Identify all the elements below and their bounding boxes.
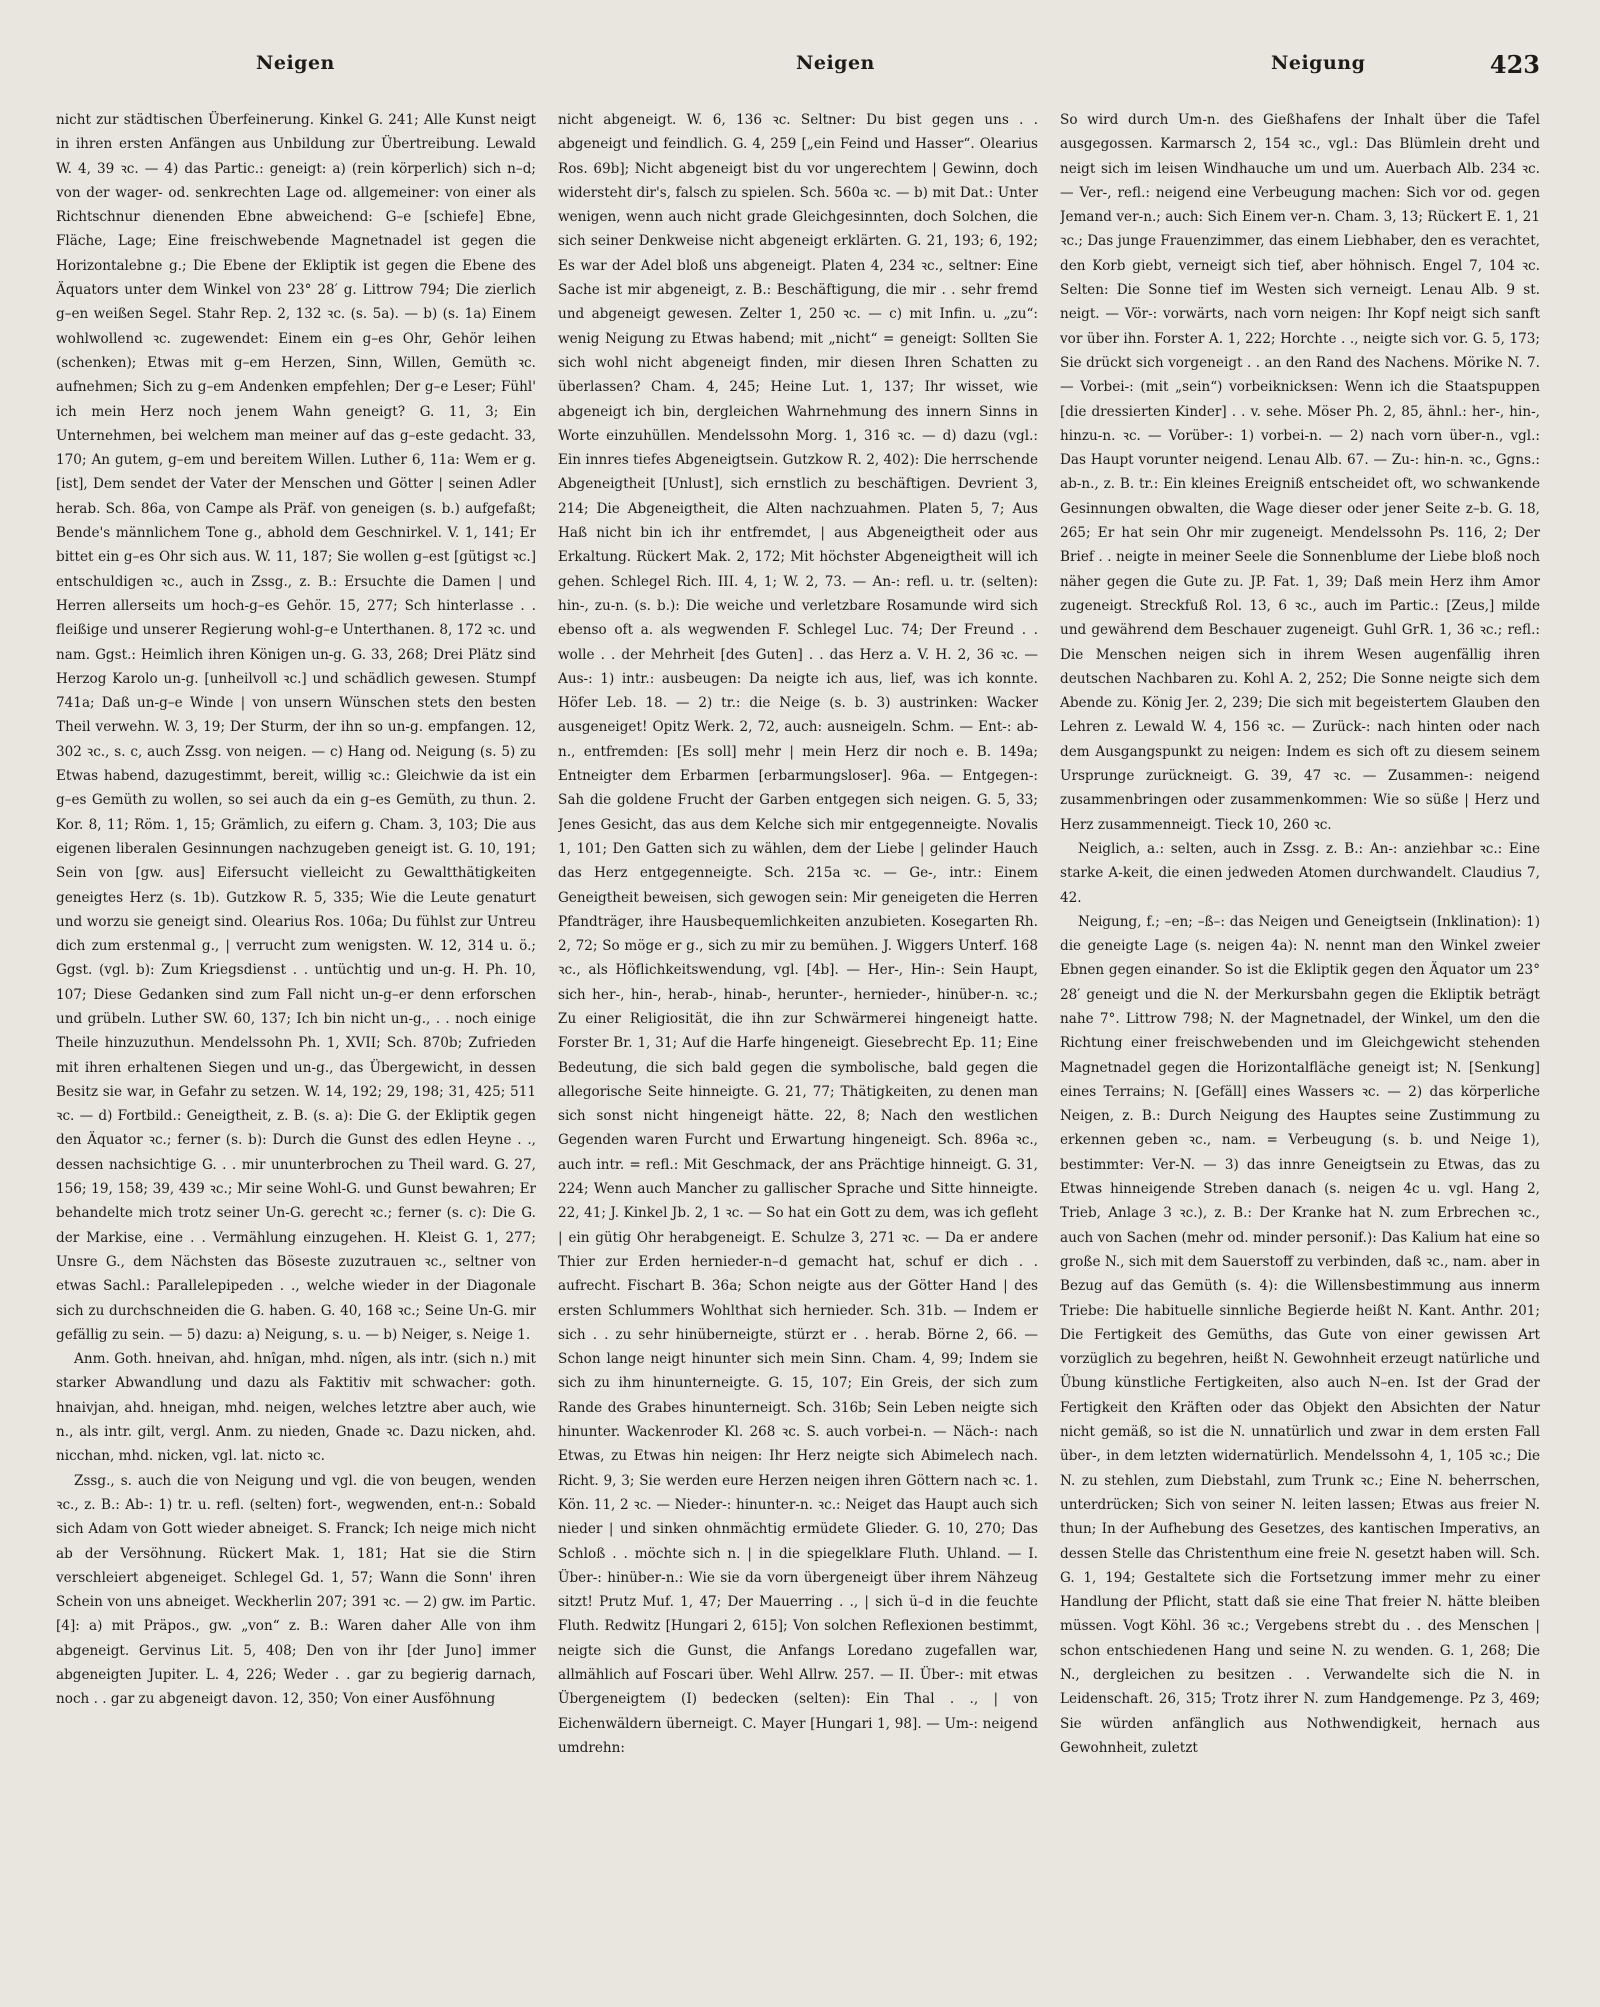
column-right: [1060, 108, 1540, 1988]
paragraph: nicht zur städtischen Überfeinerung. Kinkel G. 241; Alle Kunst neigt in ihren ersten Anfängen aus Unbildung zur Übertreibung. Lewald W. 4, 39 ꝛc. — 4) das Partic.: geneigt: a) (rein körperlich) sich n–d; von der wager- od. senkrechten Lage od. allgemeiner: von einer als Richtschnur dienenden Ebne abweichend: G–e [schiefe] Ebne, Fläche, Lage; Eine freischwebende Magnetnadel ist gegen die Horizontalebne g.; Die Ebene der Ekliptik ist gegen die Ebene des Äquators unter dem Winkel von 23° 28′ g. Littrow 794; Die zierlich g–en weißen Segel. Stahr Rep. 2, 132 ꝛc. (s. 5a). — b) (s. 1a) Einem wohlwollend ꝛc. zugewendet: Einem ein g–es Ohr, Gehör leihen (schenken); Etwas mit g–em Herzen, Sinn, Willen, Gemüth ꝛc. aufnehmen; Sich zu g–em Andenken empfehlen; Der g–e Leser; Fühl' ich mein Herz noch jenem Wahn geneigt? G. 11, 3; Ein Unternehmen, bei welchem man meiner auf das g–este gedacht. 33, 170; An gutem, g–em und bereitem Willen. Luther 6, 11a: Wem er g. [ist], Dem sendet der Vater der Menschen und Götter | seinen Adler herab. Sch. 86a, von Campe als Präf. von geneigen (s. b.) aufgefaßt; Bende's männlichem Tone g., abhold dem Geschnirkel. V. 1, 141; Er bittet ein g–es Ohr sich aus. W. 11, 187; Sie wollen g–est [gütigst ꝛc.] entschuldigen ꝛc., auch in Zssg., z. B.: Ersuchte die Damen | und Herren allerseits um hoch-g–es Gehör. 15, 277; Sch hinterlasse . . fleißige und unserer Regierung wohl-g–e Unterthanen. 8, 172 ꝛc. und nam. Ggst.: Heimlich ihren Königen un-g. G. 33, 268; Drei Plätz sind Herzog Karolo un-g. [unheilvoll ꝛc.] und schädlich gewesen. Stumpf 741a; Daß un-g–e Winde | von unsern Wünschen stets den besten Theil verwehn. W. 3, 19; Der Sturm, der ihn so un-g. empfangen. 12, 302 ꝛc., s. c, auch Zssg. von neigen. — c) Hang od. Neigung (s. 5) zu Etwas habend, dazugestimmt, bereit, willig ꝛc.: Gleichwie da ist ein g–es Gemüth zu wollen, so sei auch da ein g–es Gemüth, zu thun. 2. Kor. 8, 11; Röm. 1, 15; Grämlich, zu eifern g. Cham. 3, 103; Die aus eigenen liberalen Gesinnungen nachzugeben geneigt ist. G. 10, 191; Sein von [gw. aus] Eifersucht vielleicht zu Gewaltthätigkeiten geneigtes Herz (s. 1b). Gutzkow R. 5, 335; Wie die Leute genaturt und worzu sie geneigt sind. Olearius Ros. 106a; Du fühlst zur Untreu dich zum erstenmal g., | verrucht zum wenigsten. W. 12, 314 u. ö.; Ggst. (vgl. b): Zum Kriegsdienst . . untüchtig und un-g. H. Ph. 10, 107; Diese Gedanken sind zum Fall nicht un-g–er denn erforschen und grübeln. Luther SW. 60, 137; Ich bin nicht un-g., . . noch einige Theile hinzuzuthun. Mendelssohn Ph. 1, XVII; Sch. 870b; Zufrieden mit ihren erhaltenen Siegen und un-g., das Übergewicht, in dessen Besitz sie war, in Gefahr zu setzen. W. 14, 192; 29, 198; 31, 425; 511 ꝛc. — d) Fortbild.: Geneigtheit, z. B. (s. a): Die G. der Ekliptik gegen den Äquator ꝛc.; ferner (s. b): Durch die Gunst des edlen Heyne . ., dessen nachsichtige G. . . mir ununterbrochen zu Theil ward. G. 27, 156; 19, 158; 39, 439 ꝛc.; Mir seine Wohl-G. und Gunst bewahren; Er behandelte mich trotz seiner Un-G. gerecht ꝛc.; ferner (s. c): Die G. der Markise, eine . . Vermählung einzugehen. H. Kleist G. 1, 277; Unsre G., dem Nächsten das Böseste zuzutrauen ꝛc., seltner von etwas Sachl.: Parallelepipeden . ., welche wieder in der Diagonale sich zu durchschneiden die G. haben. G. 40, 168 ꝛc.; Seine Un-G. mir gefällig zu sein. — 5) dazu: a) Neigung, s. u. — b) Neiger, s. Neige 1.: [56, 112, 536, 1343]
column-center: [558, 108, 1038, 1988]
paragraph: Neiglich, a.: selten, auch in Zssg. z. B.: An-: anziehbar ꝛc.: Eine starke A-keit, die einen jedweden Atomen durchwandelt. Claudius 7, 42.: [1060, 840, 1540, 906]
left-headword: Neigen: [256, 52, 335, 74]
text-columns: [56, 108, 1540, 1988]
paragraph: nicht abgeneigt. W. 6, 136 ꝛc. Seltner: Du bist gegen uns . . abgeneigt und feindlich. G. 4, 259 [„ein Feind und Hasser“. Olearius Ros. 69b]; Nicht abgeneigt bist du vor ungerechtem | Gewinn, doch widersteht dir's, falsch zu spielen. Sch. 560a ꝛc. — b) mit Dat.: Unter wenigen, wenn auch nicht grade Gleichgesinnten, doch Solchen, die sich seiner Denkweise nicht abgeneigt erklärten. G. 21, 193; 6, 192; Es war der Adel bloß uns abgeneigt. Platen 4, 234 ꝛc., seltner: Eine Sache ist mir abgeneigt, z. B.: Beschäftigung, die mir . . sehr fremd und abgeneigt gewesen. Zelter 1, 250 ꝛc. — c) mit Infin. u. „zu“: wenig Neigung zu Etwas habend; mit „nicht“ = geneigt: Sollten Sie sich wohl nicht abgeneigt finden, mir diesen Ihren Schatten zu überlassen? Cham. 4, 245; Heine Lut. 1, 137; Ihr wisset, wie abgeneigt ich bin, dergleichen Wahrnehmung des innern Sinns in Worte einzuhüllen. Mendelssohn Morg. 1, 316 ꝛc. — d) dazu (vgl.: Ein innres tiefes Abgeneigtsein. Gutzkow R. 2, 402): Die herrschende Abgeneigtheit [Unlust], sich ernstlich zu beschäftigen. Devrient 3, 214; Die Abgeneigtheit, die Alten nachzuahmen. Platen 5, 7; Aus Haß nicht bin ich ihr entfremdet, | aus Abgeneigtheit oder aus Erkaltung. Rückert Mak. 2, 172; Mit höchster Abgeneigtheit will ich gehen. Schlegel Rich. III. 4, 1; W. 2, 73. — An-: refl. u. tr. (selten): hin-, zu-n. (s. b.): Die weiche und verletzbare Rosamunde wird sich ebenso oft a. als wegwenden F. Schlegel Luc. 74; Der Freund . . wolle . . der Mehrheit [des Guten] . . das Herz a. V. H. 2, 36 ꝛc. — Aus-: 1) intr.: ausbeugen: Da neigte ich aus, lief, was ich konnte. Höfer Leb. 18. — 2) tr.: die Neige (s. b. 3) austrinken: Wacker ausgeneiget! Opitz Werk. 2, 72, auch: ausneigeln. Schm. — Ent-: ab-n., entfremden: [Es soll] mehr | mein Herz dir noch e. B. 149a; Entneigter dem Erbarmen [erbarmungsloser]. 96a. — Entgegen-: Sah die goldene Frucht der Garben entgegen sich neigen. G. 5, 33; Jenes Gesicht, das aus dem Kelche sich mir entgegenneigte. Novalis 1, 101; Den Gatten sich zu wählen, dem der Liebe | gelinder Hauch das Herz entgegenneigte. Sch. 215a ꝛc. — Ge-, intr.: Einem Geneigtheit beweisen, sich gewogen sein: Mir geneigeten die Herren Pfandträger, ihre Hausbequemlichkeiten anzubieten. Kosegarten Rh. 2, 72; So möge er g., sich zu mir zu bemühen. J. Wiggers Unterf. 168 ꝛc., als Höflichkeitswendung, vgl. [4b]. — Her-, Hin-: Sein Haupt, sich her-, hin-, herab-, hinab-, herunter-, hernieder-, hinüber-n. ꝛc.; Zu einer Religiosität, die ihn zur Schwärmerei hingeneigt hatte. Forster Br. 1, 31; Auf die Harfe hingeneigt. Giesebrecht Ep. 11; Eine Bedeutung, die sich bald gegen die symbolische, bald gegen die allegorische Seite hinneigte. G. 21, 77; Thätigkeiten, zu denen man sich sonst nicht hingeneigt hätte. 22, 8; Nach den westlichen Gegenden waren Furcht und Erwartung hingeneigt. Sch. 896a ꝛc., auch intr. = refl.: Mit Geschmack, der ans Prächtige hinneigt. G. 31, 224; Wenn auch Mancher zu gallischer Sprache und Sitte hinneigte. 22, 41; J. Kinkel Jb. 2, 1 ꝛc. — So hat ein Gott zu dem, was ich gefleht | ein gütig Ohr herabgeneigt. E. Schulze 3, 271 ꝛc. — Da er andere Thier zur Erden hernieder-n–d gemacht hat, schuf er dich . . aufrecht. Fischart B. 36a; Schon neigte aus der Götter Hand | des ersten Schlummers Wohlthat sich hernieder. Sch. 31b. — Indem er sich . . zu sehr hinüberneigte, stürzt er . . herab. Börne 2, 66. — Schon lange neigt hinunter sich mein Sinn. Cham. 4, 99; Indem sie sich zu ihm hinunterneigte. G. 15, 107; Ein Greis, der sich zum Rande des Grabes hinunterneigt. Sch. 316b; Sein Leben neigte sich hinunter. Wackenroder Kl. 268 ꝛc. S. auch vorbei-n. — Näch-: nach Etwas, zu Etwas hin neigen: Ihr Herz neigte sich Abimelech nach. Richt. 9, 3; Sie werden eure Herzen neigen ihren Göttern nach ꝛc. 1. Kön. 11, 2 ꝛc. — Nieder-: hinunter-n. ꝛc.: Neiget das Haupt auch sich nieder | und sinken ohnmächtig ermüdete Glieder. G. 10, 270; Das Schloß . . möchte sich n. | in die spiegelklare Fluth. Uhland. — I. Über-: hinüber-n.: Wie sie da vorn übergeneigt über ihrem Nähzeug sitzt! Prutz Muf. 1, 47; Der Mauerring . ., | sich ü–d in die feuchte Fluth. Redwitz [Hungari 2, 615]; Von solchen Reflexionen bestimmt, neigte sich die Gunst, die Anfangs Loredano zugefallen war, allmählich auf Foscari über. Wehl Allrw. 257. — II. Über-: mit etwas Übergeneigtem (I) bedecken (selten): Ein Thal . ., | von Eichenwäldern überneigt. C. Mayer [Hungari 1, 98]. — Um-: neigend umdrehn:: [558, 112, 1038, 1756]
column-left: [56, 108, 536, 1988]
page-number: 423: [1489, 50, 1540, 79]
paragraph: Anm. Goth. hneivan, ahd. hnîgan, mhd. nîgen, als intr. (sich n.) mit starker Abwandlung und dazu als Faktitiv mit schwacher: goth. hnaivjan, ahd. hneigan, mhd. neigen, welches letztre aber auch, wie n., als intr. gilt, vergl. Anm. zu nieden, Gnade ꝛc. Dazu nicken, ahd. nicchan, mhd. nicken, vgl. lat. nicto ꝛc.: [56, 1351, 536, 1465]
paragraph: Zssg., s. auch die von Neigung und vgl. die von beugen, wenden ꝛc., z. B.: Ab-: 1) tr. u. refl. (selten) fort-, wegwenden, ent-n.: Sobald sich Adam von Gott wieder abneiget. S. Franck; Ich neige mich nicht ab der Versöhnung. Rückert Mak. 1, 181; Hat sie die Stirn verschleiert abgeneiget. Schlegel Gd. 1, 57; Wann die Sonn' ihren Schein von uns abneiget. Weckherlin 207; 391 ꝛc. — 2) gw. im Partic. [4]: a) mit Präpos., gw. „von“ z. B.: Waren daher Alle von ihm abgeneigt. Gervinus Lit. 5, 408; Den von ihr [der Juno] immer abgeneigten Jupiter. L. 4, 226; Weder . . gar zu begierig darnach, noch . . gar zu abgeneigt davon. 12, 350; Von einer Ausföhnung: [56, 1472, 536, 1708]
page-header: [56, 52, 1540, 88]
paragraph: So wird durch Um-n. des Gießhafens der Inhalt über die Tafel ausgegossen. Karmarsch 2, 154 ꝛc., vgl.: Das Blümlein dreht und neigt sich im leisen Windhauche um und um. Auerbach Alb. 234 ꝛc. — Ver-, refl.: neigend eine Verbeugung machen: Sich vor od. gegen Jemand ver-n.; auch: Sich Einem ver-n. Cham. 3, 13; Rückert E. 1, 21 ꝛc.; Das junge Frauenzimmer, das einem Liebhaber, den es verachtet, den Korb giebt, verneigt sich tief, aber höhnisch. Engel 7, 104 ꝛc. Selten: Die Sonne tief im Westen sich verneigt. Lenau Alb. 9 st. neigt. — Vör-: vorwärts, nach vorn neigen: Ihr Kopf neigt sich sanft vor über ihn. Forster A. 1, 222; Horchte . ., neigte sich vor. G. 5, 173; Sie drückt sich vorgeneigt . . an den Rand des Nachens. Mörike N. 7. — Vorbei-: (mit „sein“) vorbeiknicksen: Wenn ich die Staatspuppen [die dressierten Kinder] . . v. sehe. Möser Ph. 2, 85, ähnl.: her-, hin-, hinzu-n. ꝛc. — Vorüber-: 1) vorbei-n. — 2) nach vorn über-n., vgl.: Das Haupt vorunter neigend. Lenau Alb. 67. — Zu-: hin-n. ꝛc., Ggns.: ab-n., z. B. tr.: Ein kleines Ereigniß entscheidet oft, wo schwankende Gesinnungen obwalten, die Wage dieser oder jener Seite z–b. G. 18, 265; Er hat sein Ohr mir zugeneigt. Mendelssohn Ps. 116, 2; Der Brief . . neigte in meiner Seele die Sonnenblume der Liebe bloß noch näher gegen die Gute zu. JP. Fat. 1, 39; Daß mein Herz ihm Amor zugeneigt. Streckfuß Rol. 13, 6 ꝛc., auch im Partic.: [Zeus,] milde und gewährend dem Beschauer zugeneigt. Guhl GrR. 1, 36 ꝛc.; refl.: Die Menschen neigen sich in ihrem Wesen augenfällig ihren deutschen Nachbaren zu. Kohl A. 2, 252; Die Sonne neigte sich dem Abende zu. König Jer. 2, 239; Die sich mit begeistertem Glauben den Lehren z. Lewald W. 4, 156 ꝛc. — Zurück-: nach hinten oder nach dem Ausgangspunkt zu neigen: Indem es sich oft zu diesem seinem Ursprunge zurückneigt. G. 39, 47 ꝛc. — Zusammen-: neigend zusammenbringen oder zusammenkommen: Wie so süße | Herz und Herz zusammenneigt. Tieck 10, 260 ꝛc.: [1060, 112, 1540, 833]
paragraph: Neigung, f.; –en; –ß–: das Neigen und Geneigtsein (Inklination): 1) die geneigte Lage (s. neigen 4a): N. nennt man den Winkel zweier Ebnen gegen einander. So ist die Ekliptik gegen den Äquator um 23° 28′ geneigt und die N. der Merkursbahn gegen die Ekliptik beträgt nahe 7°. Littrow 798; N. der Magnetnadel, der Winkel, um den die Richtung einer freischwebenden und im Gleichgewicht stehenden Magnetnadel gegen die Horizontalfläche geneigt ist; N. [Senkung] eines Terrains; N. [Gefäll] eines Wassers ꝛc. — 2) das körperliche Neigen, z. B.: Durch Neigung des Hauptes seine Zustimmung zu erkennen geben ꝛc., nam. = Verbeugung (s. b. und Neige 1), bestimmter: Ver-N. — 3) das innre Geneigtsein zu Etwas, das zu Etwas hinneigende Streben danach (s. neigen 4c u. vgl. Hang 2, Trieb, Anlage 3 ꝛc.), z. B.: Der Kranke hat N. zum Erbrechen ꝛc., auch von Sachen (mehr od. minder personif.): Das Kalium hat eine so große N., sich mit dem Sauerstoff zu verbinden, daß ꝛc., nam. aber in Bezug auf das Gemüth (s. 4): die Willensbestimmung aus innerm Triebe: Die habituelle sinnliche Begierde heißt N. Kant. Anthr. 201; Die Fertigkeit des Gemüths, das Gute von einer gewissen Art vorzüglich zu begehren, heißt N. Gewohnheit erzeugt natürliche und Übung künstliche Fertigkeiten, also auch N–en. Ist der Grad der Fertigkeit den Kräften oder das Objekt den Absichten der Natur nicht gemäß, so ist die N. unnatürlich und zwar in dem ersten Fall über-, in dem letzten widernatürlich. Mendelssohn 4, 1, 105 ꝛc.; Die N. zu stehlen, zum Diebstahl, zum Trunk ꝛc.; Eine N. beherrschen, unterdrücken; Sich von seiner N. leiten lassen; Etwas aus freier N. thun; In der Aufhebung des Gesetzes, des kantischen Imperativs, an dessen Stelle das Christenthum eine freie N. gesetzt haben will. Sch. G. 1, 194; Gestaltete sich die Fortsetzung immer mehr zu einer Handlung der Pflicht, statt daß sie eine That freier N. hätte bleiben müssen. Vogt Köhl. 36 ꝛc.; Vergebens strebt du . . des Menschen | schon entschiedenen Hang und seine N. zu wenden. G. 1, 268; Die N., dergleichen zu besitzen . . Verwandelte sich die N. in Leidenschaft. 26, 315; Trotz ihrer N. zum Handgemenge. Pz 3, 469; Sie würden anfänglich aus Nothwendigkeit, hernach aus Gewohnheit, zuletzt: [1060, 913, 1540, 1756]
right-headword: Neigung: [1271, 52, 1366, 74]
center-headword: Neigen: [796, 52, 875, 74]
